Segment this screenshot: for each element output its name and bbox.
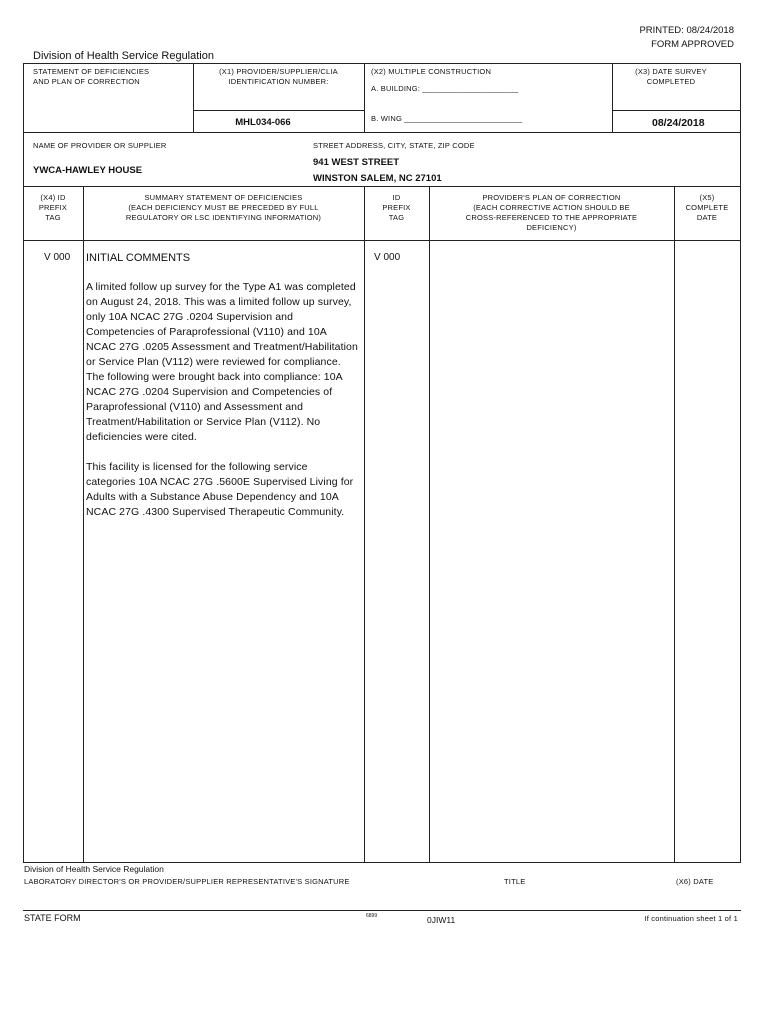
statement-label-line-2: AND PLAN OF CORRECTION bbox=[33, 77, 140, 86]
signature-label: LABORATORY DIRECTOR'S OR PROVIDER/SUPPLIER REPRESENTATIVE'S SIGNATURE bbox=[24, 877, 350, 886]
plan-header-line-2: (EACH CORRECTIVE ACTION SHOULD BE bbox=[473, 203, 630, 212]
x4-header-line-3: TAG bbox=[45, 213, 61, 222]
print-info bbox=[639, 24, 734, 52]
event-id: 0JIW11 bbox=[427, 915, 456, 925]
x3-value-line bbox=[612, 110, 741, 111]
plan-header-line-4: DEFICIENCY) bbox=[526, 223, 577, 232]
x1-label bbox=[193, 67, 364, 87]
summary-header bbox=[83, 193, 364, 223]
summary-header-line-2: (EACH DEFICIENCY MUST BE PRECEDED BY FULL bbox=[128, 203, 319, 212]
provider-name-label: NAME OF PROVIDER OR SUPPLIER bbox=[33, 141, 167, 150]
provider-id-number: MHL034-066 bbox=[235, 117, 291, 128]
state-form-label: STATE FORM bbox=[24, 913, 81, 923]
title-label: TITLE bbox=[504, 877, 526, 886]
plan-header bbox=[429, 193, 674, 233]
plan-header-line-3: CROSS-REFERENCED TO THE APPROPRIATE bbox=[465, 213, 638, 222]
comment-paragraph-2: This facility is licensed for the following service categories 10A NCAC 27G .5600E Supervised Living for Adults with a Substance Abuse Dependency and 10A NCAC 27G .4300 Supervised Therapeutic Community. bbox=[86, 461, 354, 518]
id-header-line-2: PREFIX bbox=[382, 203, 411, 212]
divider-x2 bbox=[364, 63, 365, 132]
x3-label-line-1: (X3) DATE SURVEY bbox=[635, 67, 707, 76]
id-tag: V 000 bbox=[374, 252, 401, 263]
id-header-line-3: TAG bbox=[388, 213, 405, 222]
provider-name: YWCA-HAWLEY HOUSE bbox=[33, 165, 143, 176]
building-label: A. BUILDING: ______________________ bbox=[371, 84, 519, 93]
provider-bottom-line bbox=[23, 186, 741, 187]
comment-paragraph-1: A limited follow up survey for the Type A1 was completed on August 24, 2018. This was a limited follow up survey, only 10A NCAC 27G .0204 Supervision and Competencies of Paraprofessional (V110) and 10A NCAC 27G .0205 Assessment and Treatment/Habilitation or Service Plan (V112) were reviewed for compliance. The following were brought back into compliance: 10A NCAC 27G .0204 Supervision and Competencies of Paraprofessional (V110) and Assessment and Treatment/Habilitation or Service Plan (V112). No deficiencies were cited. bbox=[86, 281, 358, 443]
x4-header-line-1: (X4) ID bbox=[40, 193, 66, 202]
comments-body bbox=[86, 280, 358, 535]
section-heading: INITIAL COMMENTS bbox=[86, 252, 191, 264]
x5-header bbox=[674, 193, 740, 223]
x1-value-line bbox=[193, 110, 364, 111]
survey-date: 08/24/2018 bbox=[652, 117, 705, 129]
x5-header-line-3: DATE bbox=[696, 213, 718, 222]
col-divider-2 bbox=[364, 186, 365, 862]
frame-left-line bbox=[23, 63, 24, 862]
x4-header-line-2: PREFIX bbox=[38, 203, 68, 212]
col-divider-4 bbox=[674, 186, 675, 862]
date-label: (X6) DATE bbox=[676, 877, 714, 886]
printed-date: PRINTED: 08/24/2018 bbox=[639, 25, 734, 36]
frame-bottom-line bbox=[23, 862, 741, 863]
form-approved: FORM APPROVED bbox=[651, 39, 734, 50]
frame-right-line bbox=[740, 63, 741, 862]
x1-label-line-1: (X1) PROVIDER/SUPPLIER/CLIA bbox=[219, 67, 338, 76]
city-state-zip: WINSTON SALEM, NC 27101 bbox=[313, 173, 442, 184]
id-header bbox=[364, 193, 429, 223]
footer-division: Division of Health Service Regulation bbox=[24, 864, 164, 874]
x3-label-line-2: COMPLETED bbox=[646, 77, 696, 86]
x3-label bbox=[612, 67, 730, 87]
division-title: Division of Health Service Regulation bbox=[33, 50, 214, 62]
wing-label: B. WING ___________________________ bbox=[371, 114, 523, 123]
col-divider-1 bbox=[83, 186, 84, 862]
x5-header-line-1: (X5) bbox=[699, 193, 715, 202]
plan-header-line-1: PROVIDER'S PLAN OF CORRECTION bbox=[482, 193, 621, 202]
x2-label: (X2) MULTIPLE CONSTRUCTION bbox=[371, 67, 492, 76]
address-label: STREET ADDRESS, CITY, STATE, ZIP CODE bbox=[313, 141, 475, 150]
footer-line bbox=[23, 910, 741, 911]
street-address: 941 WEST STREET bbox=[313, 157, 400, 168]
col-header-bottom-line bbox=[23, 240, 741, 241]
continuation-sheet: If continuation sheet 1 of 1 bbox=[644, 914, 738, 923]
id-header-line-1: ID bbox=[392, 193, 401, 202]
statement-label bbox=[33, 67, 149, 87]
x5-header-line-2: COMPLETE bbox=[685, 203, 729, 212]
summary-header-line-3: REGULATORY OR LSC IDENTIFYING INFORMATION) bbox=[125, 213, 322, 222]
statement-label-line-1: STATEMENT OF DEFICIENCIES bbox=[33, 67, 150, 76]
prefix-tag: V 000 bbox=[44, 252, 71, 263]
header-bottom-line bbox=[23, 132, 741, 133]
x4-header bbox=[23, 193, 83, 223]
summary-header-line-1: SUMMARY STATEMENT OF DEFICIENCIES bbox=[144, 193, 303, 202]
frame-top-line bbox=[23, 63, 741, 64]
form-code: 6899 bbox=[366, 913, 378, 919]
x1-label-line-2: IDENTIFICATION NUMBER: bbox=[228, 77, 329, 86]
col-divider-3 bbox=[429, 186, 430, 862]
